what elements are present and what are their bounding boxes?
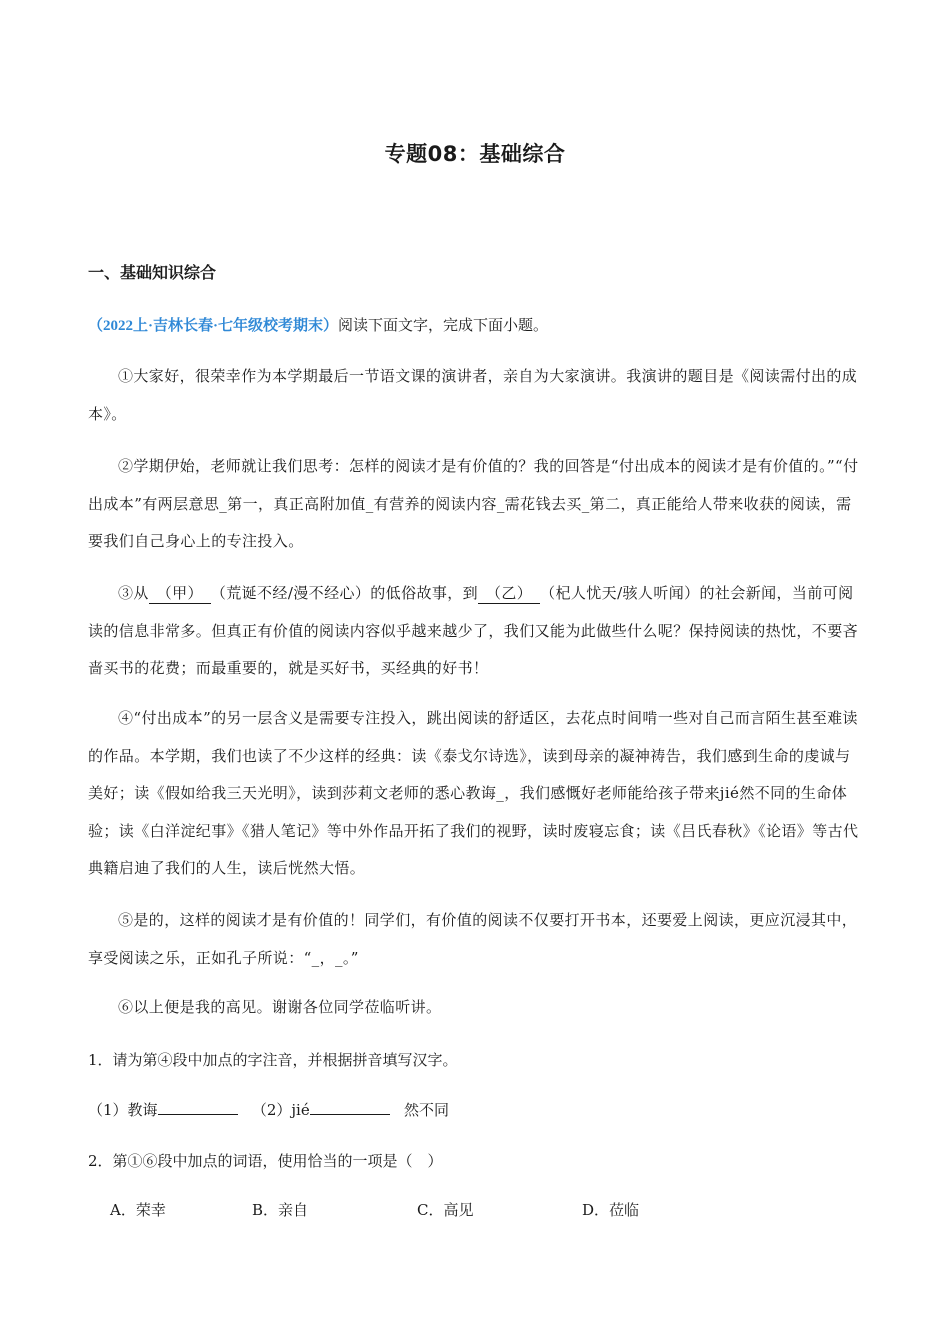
question-1: 1．请为第④段中加点的字注音，并根据拼音填写汉字。 xyxy=(88,1051,458,1069)
q1-item-2-suffix: 然不同 xyxy=(404,1101,450,1119)
option-b[interactable]: B．亲自 xyxy=(252,1201,309,1219)
option-a[interactable]: A．荣幸 xyxy=(110,1201,166,1219)
section-heading: 一、基础知识综合 xyxy=(88,263,217,282)
q1-item-2: （2）jié xyxy=(251,1101,310,1119)
source-tag: （2022上·吉林长春·七年级校考期末） xyxy=(88,318,339,334)
answer-blank-1[interactable] xyxy=(158,1100,238,1115)
paragraph-6: ⑥以上便是我的高见。谢谢各位同学莅临听讲。 xyxy=(118,998,442,1016)
q1-item-1: （1）教诲 xyxy=(88,1101,158,1119)
question-2: 2．第①⑥段中加点的词语，使用恰当的一项是（ ） xyxy=(88,1152,443,1170)
paragraph-3-text-a: ③从 xyxy=(118,584,149,602)
paragraph-1: ①大家好，很荣幸作为本学期最后一节语文课的演讲者，亲自为大家演讲。我演讲的题目是《阅读需付出的成本》。 xyxy=(88,367,858,423)
paragraph-4: ④“付出成本”的另一层含义是需要专注投入，跳出阅读的舒适区，去花点时间啃一些对自己而言陌生甚至难读的作品。本学期，我们也读了不少这样的经典：读《泰戈尔诗选》，读到母亲的凝神祷告，我们感到生命的虔诚与美好；读《假如给我三天光明》，读到莎莉文老师的悉心教诲_，我们感慨好老师能给孩子带来jié然不同的生命体验；读《白洋淀纪事》《猎人笔记》等中外作品开拓了我们的视野，读时废寝忘食；读《吕氏春秋》《论语》等古代典籍启迪了我们的人生，读后恍然大悟。 xyxy=(88,709,859,877)
instruction: 阅读下面文字，完成下面小题。 xyxy=(338,316,549,334)
paragraph-3-text-c: （杞人忧天/骇人听闻）的社会新闻，当前可阅读的信息非常多。但真正有价值的阅读内容似乎越来越少了，我们又能为此做些什么呢？保持阅读的热忱，不要吝啬买书的花费；而最重要的，就是买好书，买经典的好书！ xyxy=(88,584,859,677)
question-1-answers xyxy=(88,1099,449,1120)
option-d[interactable]: D．莅临 xyxy=(582,1201,640,1219)
option-c[interactable]: C．高见 xyxy=(417,1201,474,1219)
page-title: 专题08：基础综合 xyxy=(384,142,566,166)
paragraph-3 xyxy=(88,575,860,688)
paragraph-2: ②学期伊始，老师就让我们思考：怎样的阅读才是有价值的？我的回答是“付出成本的阅读才是有价值的。”“付出成本”有两层意思_第一，真正高附加值_有营养的阅读内容_需花钱去买_第二，真正能给人带来收获的阅读，需要我们自己身心上的专注投入。 xyxy=(88,457,859,550)
paragraph-5: ⑤是的，这样的阅读才是有价值的！同学们，有价值的阅读不仅要打开书本，还要爱上阅读，更应沉浸其中，享受阅读之乐，正如孔子所说：“_，_。” xyxy=(88,911,858,967)
blank-jia: （甲） xyxy=(149,583,211,604)
blank-yi: （乙） xyxy=(478,583,540,604)
answer-blank-2[interactable] xyxy=(310,1100,390,1115)
source-line xyxy=(88,314,548,335)
paragraph-3-text-b: （荒诞不经/漫不经心）的低俗故事，到 xyxy=(210,584,479,602)
